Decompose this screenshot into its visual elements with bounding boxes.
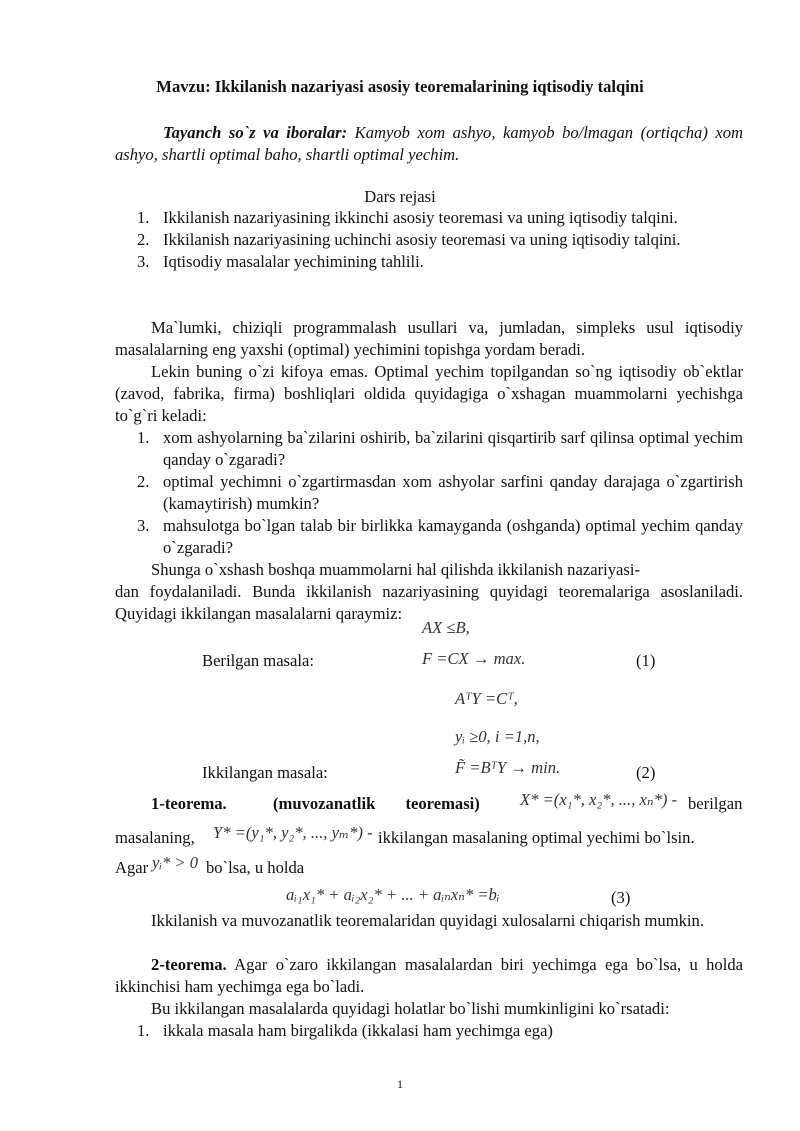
complementary-slackness-equation: aᵢ₁x₁* + aᵢ₂x₂* + ... + aᵢₙxₙ* =bᵢ (286, 885, 500, 904)
question-text: xom ashyolarning ba`zilarini oshirib, ba`zilarini qisqartirib sarf qilinsa optimal yechim qanday o`zgaradi? (163, 428, 743, 469)
question-num: 2. (137, 472, 150, 491)
dual-objective: F̃ =BᵀY → min. (455, 758, 561, 777)
equation-number-1: (1) (636, 651, 656, 670)
keywords-paragraph (115, 122, 743, 166)
question-item (137, 515, 743, 559)
question-item (137, 471, 743, 515)
theorem1-agar: Agar (115, 858, 149, 877)
primal-label: Berilgan masala: (202, 651, 314, 670)
plan-item-text: Ikkilanish nazariyasining ikkinchi asosiy teoremasi va uning iqtisodiy talqini. (163, 208, 678, 227)
plan-item (137, 251, 743, 273)
dual-label: Ikkilangan masala: (202, 763, 328, 782)
case-item (137, 1020, 743, 1042)
page-title: Mavzu: Ikkilanish nazariyasi asosiy teoremalarining iqtisodiy talqini (156, 77, 644, 96)
primal-constraint: AX ≤B, (422, 618, 470, 637)
equation-number-3: (3) (611, 888, 631, 907)
plan-item-num: 1. (137, 208, 150, 227)
plan-list (137, 207, 743, 273)
theorem1-name: (muvozanatlik teoremasi) (273, 794, 480, 813)
paragraph-cases: Bu ikkilangan masalalarda quyidagi holatlar bo`lishi mumkinligini ko`rsatadi: (151, 999, 670, 1018)
theorem1-text-d: bo`lsa, u holda (206, 858, 305, 877)
plan-item (137, 229, 743, 251)
primal-optimal-solution: X* =(x₁*, x₂*, ..., xₙ*) - (520, 790, 678, 809)
question-item (137, 427, 743, 471)
paragraph-similar-line1: Shunga o`xshash boshqa muammolarni hal qilishda ikkilanish nazariyasi- (151, 560, 640, 579)
theorem1-label: 1-teorema. (151, 794, 227, 813)
theorem1-text-b: masalaning, (115, 828, 195, 847)
theorem1-text-c: ikkilangan masalaning optimal yechimi bo`lsin. (378, 828, 695, 847)
paragraph-intro: Ma`lumki, chiziqli programmalash usullari va, jumladan, simpleks usul iqtisodiy masalalarning eng yaxshi (optimal) yechimini topishga yordam beradi. (115, 318, 743, 359)
theorem1-text-a: berilgan (688, 794, 743, 813)
plan-title: Dars rejasi (364, 187, 436, 206)
plan-item-text: Iqtisodiy masalalar yechimining tahlili. (163, 252, 424, 271)
questions-list (137, 427, 743, 559)
keywords-label: Tayanch so`z va iboralar: (163, 123, 348, 142)
plan-item-text: Ikkilanish nazariyasining uchinchi asosiy teoremasi va uning iqtisodiy talqini. (163, 230, 681, 249)
theorem1-condition: yᵢ* > 0 (152, 853, 199, 872)
equation-number-2: (2) (636, 763, 656, 782)
paragraph-conclusions: Ikkilanish va muvozanatlik teoremalaridan quyidagi xulosalarni chiqarish mumkin. (151, 911, 704, 930)
theorem2-text: Agar o`zaro ikkilangan masalalardan biri yechimga ega bo`lsa, u holda ikkinchisi ham yechimga ega bo`ladi. (115, 955, 743, 996)
question-text: optimal yechimni o`zgartirmasdan xom ashyolar sarfini qanday darajaga o`zgartirish (kamaytirish) mumkin? (163, 472, 743, 513)
plan-item (137, 207, 743, 229)
theorem2-label: 2-teorema. (151, 955, 227, 974)
theorem2-paragraph (115, 954, 743, 998)
question-text: mahsulotga bo`lgan talab bir birlikka kamayganda (oshganda) optimal yechim qanday o`zgaradi? (163, 516, 743, 557)
dual-nonnegativity: yᵢ ≥0, i =1,n, (455, 727, 540, 746)
primal-objective: F =CX → max. (422, 649, 526, 668)
plan-item-num: 3. (137, 252, 150, 271)
plan-item-num: 2. (137, 230, 150, 249)
dual-optimal-solution: Y* =(y₁*, y₂*, ..., yₘ*) - (213, 823, 373, 842)
paragraph-similar-rest: dan foydalaniladi. Bunda ikkilanish nazariyasining quyidagi teoremalariga asoslaniladi. Quyidagi ikkilangan masalalarni qaraymiz: (115, 582, 743, 623)
keywords-text: Kamyob xom ashyo, kamyob bo/lmagan (ortiqcha) xom ashyo, shartli optimal baho, shartli optimal yechim. (115, 123, 743, 164)
question-num: 1. (137, 428, 150, 447)
dual-constraint: AᵀY =Cᵀ, (455, 689, 518, 708)
page-number: 1 (397, 1077, 403, 1091)
case-text: ikkala masala ham birgalikda (ikkalasi ham yechimga ega) (163, 1021, 553, 1040)
case-num: 1. (137, 1021, 150, 1040)
paragraph-problems: Lekin buning o`zi kifoya emas. Optimal yechim topilgandan so`ng iqtisodiy ob`ektlar (zavod, fabrika, firma) boshliqlari oldida quyidagiga o`xshagan muammolarni yechishga to`g`ri keladi: (115, 362, 743, 425)
question-num: 3. (137, 516, 150, 535)
cases-list (137, 1020, 743, 1042)
